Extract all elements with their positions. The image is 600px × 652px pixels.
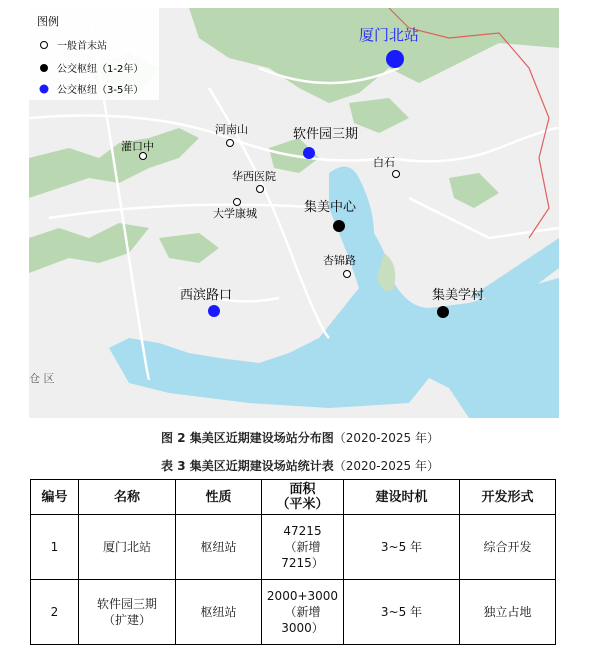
legend-item-hub-far: 公交枢纽（3-5年） xyxy=(57,85,144,96)
marker-baishi xyxy=(393,171,400,178)
legend xyxy=(29,8,159,100)
table-row xyxy=(31,580,556,645)
cell-dev-form: 综合开发 xyxy=(460,515,556,580)
cell-type: 枢纽站 xyxy=(176,515,262,580)
cell-name: 厦门北站 xyxy=(79,515,176,580)
cell-dev-form: 独立占地 xyxy=(460,580,556,645)
cell-number: 2 xyxy=(31,580,79,645)
label-software-park: 软件园三期 xyxy=(293,127,359,142)
marker-daxue-kangcheng xyxy=(234,199,241,206)
figure-caption-title: 集美区近期建设场站分布图 xyxy=(189,431,334,445)
marker-jimei-school xyxy=(437,306,449,318)
cell-area: 2000+3000 （新增 3000） xyxy=(262,580,344,645)
legend-title: 图例 xyxy=(37,15,59,28)
table-caption-years: （2020-2025 年） xyxy=(333,459,439,473)
label-xibin-road: 西滨路口 xyxy=(180,288,233,303)
figure-caption xyxy=(0,429,600,446)
header-timing: 建设时机 xyxy=(344,480,460,515)
district-map xyxy=(29,8,559,418)
marker-xibin-road xyxy=(208,305,220,317)
header-name: 名称 xyxy=(79,480,176,515)
marker-henanshan xyxy=(227,140,234,147)
marker-software-park xyxy=(303,147,315,159)
label-henanshan: 河南山 xyxy=(215,123,248,136)
marker-xiamen-north xyxy=(386,50,404,68)
label-jimei-school: 集美学村 xyxy=(432,288,485,303)
station-stats-table xyxy=(30,479,556,645)
table-caption xyxy=(0,457,600,474)
legend-item-hub-near: 公交枢纽（1-2年） xyxy=(57,64,144,75)
legend-marker-hub-far xyxy=(40,85,49,94)
cell-timing: 3~5 年 xyxy=(344,515,460,580)
table-header-row xyxy=(31,480,556,515)
header-type: 性质 xyxy=(176,480,262,515)
figure-caption-prefix: 图 2 xyxy=(161,431,190,445)
label-baishi: 白石 xyxy=(373,156,395,169)
marker-jimei-center xyxy=(333,220,345,232)
cell-area: 47215 （新增 7215） xyxy=(262,515,344,580)
legend-marker-hub-near xyxy=(40,64,48,72)
label-xiamen-north: 厦门北站 xyxy=(359,26,420,44)
header-area: 面积 （平米） xyxy=(262,480,344,515)
label-huaxi-hospital: 华西医院 xyxy=(232,170,276,183)
label-district-fragment: 仓 区 xyxy=(29,372,55,385)
cell-timing: 3~5 年 xyxy=(344,580,460,645)
marker-huaxi-hospital xyxy=(257,186,264,193)
header-dev-form: 开发形式 xyxy=(460,480,556,515)
label-xingjin-road: 杏锦路 xyxy=(323,254,356,267)
table-row xyxy=(31,515,556,580)
legend-marker-terminal xyxy=(41,42,48,49)
cell-number: 1 xyxy=(31,515,79,580)
label-jimei-center: 集美中心 xyxy=(304,200,357,215)
legend-item-terminal: 一般首末站 xyxy=(57,41,107,52)
cell-name: 软件园三期 （扩建） xyxy=(79,580,176,645)
table-caption-title: 集美区近期建设场站统计表 xyxy=(189,459,334,473)
label-daxue-kangcheng: 大学康城 xyxy=(213,207,257,220)
header-number: 编号 xyxy=(31,480,79,515)
marker-xingjin-road xyxy=(344,271,351,278)
cell-type: 枢纽站 xyxy=(176,580,262,645)
marker-guankouzhong xyxy=(140,153,147,160)
label-guankouzhong: 灌口中 xyxy=(121,140,154,153)
table-caption-prefix: 表 3 xyxy=(161,459,190,473)
figure-caption-years: （2020-2025 年） xyxy=(333,431,439,445)
